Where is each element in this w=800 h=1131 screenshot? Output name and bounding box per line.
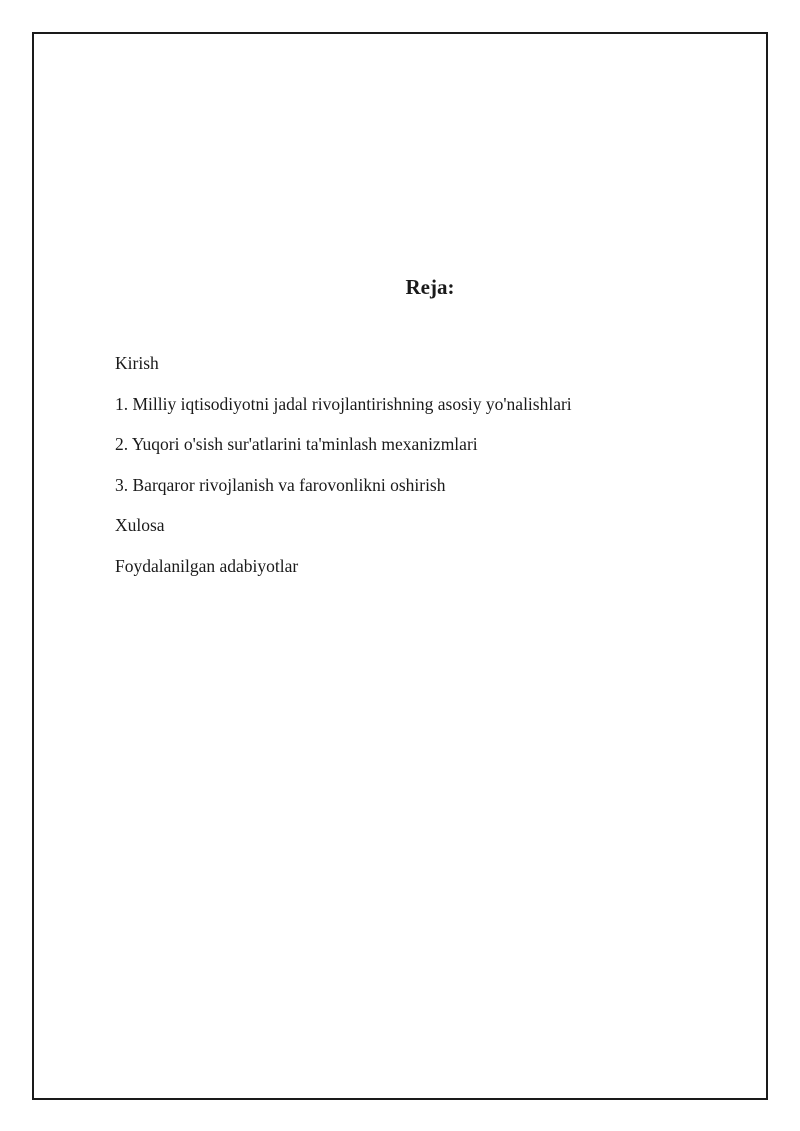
plan-item-1: 1. Milliy iqtisodiyotni jadal rivojlantirishning asosiy yo'nalishlari (115, 393, 572, 414)
plan-item-3: 3. Barqaror rivojlanish va farovonlikni oshirish (115, 474, 446, 495)
plan-item-introduction: Kirish (115, 353, 159, 373)
plan-item-2: 2. Yuqori o'sish sur'atlarini ta'minlash mexanizmlari (115, 434, 478, 454)
page-title: Reja: (405, 275, 455, 299)
plan-item-references: Foydalanilgan adabiyotlar (115, 555, 299, 576)
plan-list (115, 351, 572, 594)
plan-item-conclusion: Xulosa (115, 515, 165, 535)
